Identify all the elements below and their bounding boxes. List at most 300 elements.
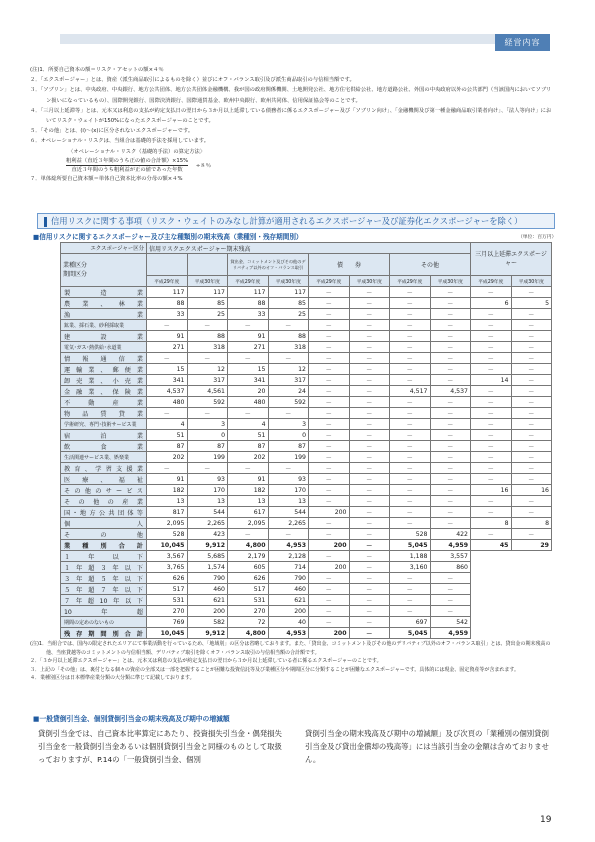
table-cell: － (390, 474, 431, 485)
table-cell: 91 (228, 331, 269, 342)
table-cell: － (309, 342, 350, 353)
table-cell: 12 (187, 364, 228, 375)
table-row (61, 320, 552, 331)
row-label: ３年超５年以下 (61, 573, 147, 584)
table-row (61, 419, 552, 430)
table-cell: － (309, 551, 350, 562)
table-cell: － (349, 353, 390, 364)
table-row (61, 331, 552, 342)
table-cell: － (349, 364, 390, 375)
row-label: １年超３年以下 (61, 562, 147, 573)
table-cell: － (471, 309, 512, 320)
table-row (61, 287, 552, 298)
table-cell: － (471, 287, 512, 298)
table-cell: － (349, 408, 390, 419)
table-row (61, 628, 552, 639)
year-header: 平成29年度 (390, 276, 431, 287)
row-label: 農業、林業 (61, 298, 147, 309)
table-cell: 15 (228, 364, 269, 375)
table-row (61, 540, 552, 551)
table-cell: － (430, 485, 471, 496)
table-cell: 72 (228, 617, 269, 628)
table-cell: － (390, 375, 431, 386)
table-cell: 15 (147, 364, 188, 375)
table-cell: － (511, 320, 552, 331)
table-cell: － (390, 463, 431, 474)
table-cell: 40 (268, 617, 309, 628)
row-label: 残存期間別合計 (61, 628, 147, 639)
table-cell: － (228, 353, 269, 364)
table-cell: － (471, 419, 512, 430)
formula (30, 157, 555, 174)
note-item: ４．業種別区分は日本標準産業分類の大分類に準じて記載しております。 (30, 675, 195, 682)
table-cell: － (390, 518, 431, 529)
table-cell: － (268, 463, 309, 474)
header-credit: 信用リスクエクスポージャー期末残高 (147, 243, 471, 254)
table-cell: － (349, 463, 390, 474)
table-cell: 2,095 (228, 518, 269, 529)
table-cell: 528 (390, 529, 431, 540)
table-cell: 13 (187, 496, 228, 507)
table-cell: － (430, 342, 471, 353)
table-cell: 621 (187, 595, 228, 606)
table-cell: － (349, 397, 390, 408)
table-cell: 13 (268, 496, 309, 507)
table-cell: － (349, 562, 390, 573)
table-cell: － (390, 496, 431, 507)
row-label: 国･地方公共団体等 (61, 507, 147, 518)
table-cell: 93 (268, 474, 309, 485)
header-other: その他 (390, 254, 471, 276)
table-cell: － (349, 287, 390, 298)
table-cell: － (471, 463, 512, 474)
table-cell: － (471, 474, 512, 485)
table-cell: － (349, 540, 390, 551)
table-cell: 16 (511, 485, 552, 496)
year-header: 平成30年度 (430, 276, 471, 287)
table-cell: － (268, 320, 309, 331)
table-cell: － (349, 606, 390, 617)
table-cell: 8 (471, 518, 512, 529)
table-cell: － (390, 507, 431, 518)
header-loan: 貸出金、コミットメント及びその他のデリバティブ以外のオフ・バランス取引 (228, 254, 309, 276)
row-label: 飲食業 (61, 441, 147, 452)
table-cell: 91 (147, 474, 188, 485)
row-label: 個人 (61, 518, 147, 529)
table-cell: 3,160 (390, 562, 431, 573)
table-cell: － (471, 408, 512, 419)
table-cell: 2,095 (147, 518, 188, 529)
table-cell: 25 (268, 309, 309, 320)
table-cell: － (309, 463, 350, 474)
table-cell: － (471, 364, 512, 375)
table-cell: － (147, 320, 188, 331)
table-cell: 8 (511, 518, 552, 529)
table-cell: 4,537 (430, 386, 471, 397)
table-cell: － (349, 496, 390, 507)
table-cell: － (390, 485, 431, 496)
table-row (61, 408, 552, 419)
table-row (61, 386, 552, 397)
table-cell: － (309, 309, 350, 320)
formula-tail: ÷８％ (195, 162, 211, 169)
table-cell: － (511, 507, 552, 518)
table-cell: － (349, 628, 390, 639)
table-cell: － (430, 397, 471, 408)
table-cell: － (471, 342, 512, 353)
table-cell: 3,765 (147, 562, 188, 573)
table-cell: － (268, 353, 309, 364)
row-label: 情報通信業 (61, 353, 147, 364)
table-cell: 480 (228, 397, 269, 408)
note-item: ２．「エクスポージャー」とは、資産（派生商品取引によるものを除く）並びにオフ・バランス取引及び派生商品取引の与信相当額です。 (30, 77, 355, 84)
table-cell: － (430, 518, 471, 529)
table-cell: 20 (228, 386, 269, 397)
table-cell: 33 (228, 309, 269, 320)
table-cell: 5 (511, 298, 552, 309)
table-cell: 117 (147, 287, 188, 298)
table-cell: 87 (147, 441, 188, 452)
row-label: 物品賃貸業 (61, 408, 147, 419)
table-cell: － (390, 452, 431, 463)
table-cell: 199 (268, 452, 309, 463)
table-cell: － (430, 419, 471, 430)
table-cell: 200 (268, 606, 309, 617)
table-cell: － (390, 408, 431, 419)
table-cell: 5,045 (390, 540, 431, 551)
table-cell: － (511, 474, 552, 485)
table-cell: 4 (147, 419, 188, 430)
table-cell: － (511, 441, 552, 452)
table-cell: 29 (511, 540, 552, 551)
table-cell: 14 (471, 375, 512, 386)
header-gyoshu-kikan (61, 254, 147, 287)
table-cell: － (430, 595, 471, 606)
table-cell: － (349, 386, 390, 397)
row-label: 金融業、保険業 (61, 386, 147, 397)
row-label: 不動産業 (61, 397, 147, 408)
block2-title: ■一般貸倒引当金、個別貸倒引当金の期末残高及び期中の増減額 (33, 715, 230, 723)
table-row (61, 397, 552, 408)
table-cell: 170 (187, 485, 228, 496)
table-cell: － (511, 430, 552, 441)
table-cell: 3,557 (430, 551, 471, 562)
row-label: 建設業 (61, 331, 147, 342)
table-cell: 91 (228, 474, 269, 485)
table-cell: 460 (187, 584, 228, 595)
table-cell: － (390, 364, 431, 375)
table-cell: － (228, 463, 269, 474)
table-cell: 202 (147, 452, 188, 463)
table-cell: 5,685 (187, 551, 228, 562)
table-row (61, 595, 552, 606)
table-cell: － (309, 606, 350, 617)
row-label: ５年超７年以下 (61, 584, 147, 595)
table-cell: － (147, 408, 188, 419)
table-cell: 626 (147, 573, 188, 584)
table-cell: 200 (187, 606, 228, 617)
table-cell: － (187, 408, 228, 419)
table-cell: － (309, 331, 350, 342)
table-cell: 790 (187, 573, 228, 584)
table-cell: 45 (471, 540, 512, 551)
note-item: ３．「ソブリン」とは、中央政府、中央銀行、地方公共団体、地方公共団体金融機構、我が国の政府関係機関、土地開発公社、地方住宅供給公社、地方道路公社、外国の中央政府以外の公共部門（当該国内においてソブリン扱いになっているもの）、国際開発銀行、国際決済銀行、国際通貨基金、欧州中央銀行、欧州共同体、信用保証協会等のことです。 (30, 87, 552, 104)
table-cell: 4,959 (430, 540, 471, 551)
table-cell: 542 (430, 617, 471, 628)
table-cell: 626 (228, 573, 269, 584)
table-cell: － (309, 419, 350, 430)
table-cell: － (349, 584, 390, 595)
table-cell: 24 (268, 386, 309, 397)
table-cell: 51 (228, 430, 269, 441)
row-label: 卸売業、小売業 (61, 375, 147, 386)
table-cell: 271 (228, 342, 269, 353)
table-cell: 790 (268, 573, 309, 584)
row-label: その他のサービス (61, 485, 147, 496)
table-cell: 88 (147, 298, 188, 309)
table-cell: － (268, 529, 309, 540)
table-cell: － (511, 452, 552, 463)
year-header: 平成29年度 (471, 276, 512, 287)
table-cell: 200 (309, 562, 350, 573)
table-cell: － (309, 353, 350, 364)
row-label: 製造業 (61, 287, 147, 298)
table-cell: － (471, 320, 512, 331)
table-cell: 544 (268, 507, 309, 518)
row-label: 鉱業、採石業、砂利採取業 (61, 320, 147, 331)
table-row (61, 364, 552, 375)
table-cell: 12 (268, 364, 309, 375)
table-cell: 423 (187, 529, 228, 540)
year-header: 平成30年度 (349, 276, 390, 287)
table-cell: － (309, 375, 350, 386)
table-cell: 6 (471, 298, 512, 309)
unit-label: （単位：百万円） (518, 235, 557, 240)
table-row (61, 430, 552, 441)
table-cell: － (511, 463, 552, 474)
note-item: ６．オペレーショナル・リスクは、当組合は基礎的手法を採用しています。 (30, 138, 210, 145)
table-cell: － (390, 606, 431, 617)
table-cell: 1,188 (390, 551, 431, 562)
table-cell: － (511, 496, 552, 507)
table-cell: － (309, 386, 350, 397)
table-cell: 2,128 (268, 551, 309, 562)
table-cell: 318 (268, 342, 309, 353)
table-row (61, 617, 552, 628)
table-cell: 460 (268, 584, 309, 595)
table-cell: 4,959 (430, 628, 471, 639)
table-cell: 182 (228, 485, 269, 496)
table-cell: 91 (147, 331, 188, 342)
table-cell: － (430, 353, 471, 364)
table-row (61, 309, 552, 320)
table-cell: － (430, 573, 471, 584)
row-label: 教育、学習支援業 (61, 463, 147, 474)
table-cell: － (430, 309, 471, 320)
table-cell: － (430, 584, 471, 595)
table-cell: 13 (147, 496, 188, 507)
table-row (61, 474, 552, 485)
table-cell: － (511, 375, 552, 386)
table-cell: － (349, 485, 390, 496)
year-header: 平成30年度 (187, 276, 228, 287)
year-header: 平成29年度 (147, 276, 188, 287)
table-cell: 88 (187, 331, 228, 342)
table-cell: 51 (147, 430, 188, 441)
table-cell: － (187, 353, 228, 364)
table-cell: － (430, 364, 471, 375)
table-cell: 3 (268, 419, 309, 430)
table-cell: 4,800 (228, 628, 269, 639)
table-cell: － (349, 331, 390, 342)
table-cell: － (471, 353, 512, 364)
table-cell: － (511, 342, 552, 353)
table-cell: 0 (187, 430, 228, 441)
table-cell: － (147, 353, 188, 364)
table-cell: 200 (309, 507, 350, 518)
table-cell: 621 (268, 595, 309, 606)
table-cell: 117 (268, 287, 309, 298)
table-cell: 517 (228, 584, 269, 595)
table-cell: 3,567 (147, 551, 188, 562)
table-cell: 617 (228, 507, 269, 518)
table-cell: 200 (309, 540, 350, 551)
table-cell: － (349, 573, 390, 584)
row-label: 医療、福祉 (61, 474, 147, 485)
table-cell: － (309, 287, 350, 298)
table-cell: 2,179 (228, 551, 269, 562)
table-cell: 117 (228, 287, 269, 298)
table-cell: － (349, 375, 390, 386)
table-cell: 182 (147, 485, 188, 496)
table-cell: － (390, 298, 431, 309)
row-label: 生活関連サービス業、娯楽業 (61, 452, 147, 463)
table-cell: 88 (268, 331, 309, 342)
table-cell: － (309, 518, 350, 529)
table-cell: － (430, 408, 471, 419)
table-cell: 317 (187, 375, 228, 386)
table-cell: 271 (147, 342, 188, 353)
table-cell: － (471, 507, 512, 518)
table-row (61, 573, 552, 584)
table-cell: － (390, 287, 431, 298)
row-label: その他の産業 (61, 496, 147, 507)
table-cell: 199 (187, 452, 228, 463)
table-cell: 769 (147, 617, 188, 628)
table-cell: 341 (147, 375, 188, 386)
table-cell: 592 (268, 397, 309, 408)
table-cell: 341 (228, 375, 269, 386)
table-cell: － (430, 331, 471, 342)
note-item: (注)1．当組合では、国内の限定されたエリアにて事業活動を行っているため、「地域別」の区分は省略しております。また、「貸出金、コミットメント及びその他のデリバティブ以外のオフ・バランス取引」とは、貸出金の期末残高の他、当座貸越等のコミットメントの与信相当額、デリバティブ取引を除くオフ・バランス取引の与信相当額の合計額です。 (30, 641, 551, 656)
table-cell: － (309, 573, 350, 584)
table-cell: － (390, 353, 431, 364)
formula-denominator: 直近３年間のうち粗利益が正の値であった年数 (71, 166, 183, 173)
table-cell: 817 (147, 507, 188, 518)
table-cell: 1,574 (187, 562, 228, 573)
table-cell: 202 (228, 452, 269, 463)
table-cell: 9,912 (187, 540, 228, 551)
table-row (61, 529, 552, 540)
table-cell: 4,537 (147, 386, 188, 397)
table-cell: － (430, 298, 471, 309)
table-cell: 531 (147, 595, 188, 606)
header-bond: 債 券 (309, 254, 390, 276)
table-cell: － (309, 441, 350, 452)
table-cell: － (268, 408, 309, 419)
exposure-table (60, 242, 552, 639)
table-cell: － (471, 386, 512, 397)
table-row (61, 496, 552, 507)
table-cell: － (471, 331, 512, 342)
table-cell: － (309, 584, 350, 595)
table-cell: 317 (268, 375, 309, 386)
table-cell: － (349, 441, 390, 452)
table-cell: 200 (309, 628, 350, 639)
table-row (61, 562, 552, 573)
table-cell: － (309, 452, 350, 463)
header-kikan: 期間区分 (63, 271, 88, 278)
table-cell: 2,265 (268, 518, 309, 529)
block2-text-right: 貸倒引当金の期末残高及び期中の増減額」及び次頁の「業種別の個別貸倒引当金及び貸出金償却の残高等」には当該引当金の金額は含めておりません。 (305, 729, 549, 764)
table-cell: 9,912 (187, 628, 228, 639)
page-number: 19 (540, 815, 552, 825)
table-cell: － (349, 342, 390, 353)
table-cell: 270 (228, 606, 269, 617)
table-cell: 10,045 (147, 628, 188, 639)
table-cell: － (390, 584, 431, 595)
row-label: 電気･ガス･熱供給･水道業 (61, 342, 147, 353)
formula-heading: 〈オペレーショナル・リスク（基礎的手法）の算定方法〉 (68, 148, 206, 155)
table-cell: － (309, 485, 350, 496)
table-cell: 10,045 (147, 540, 188, 551)
table-cell: － (349, 298, 390, 309)
table-row (61, 298, 552, 309)
table-cell: 544 (187, 507, 228, 518)
table-cell: － (430, 320, 471, 331)
table-cell: 4,800 (228, 540, 269, 551)
table-cell: 87 (187, 441, 228, 452)
row-label: 運輸業、郵便業 (61, 364, 147, 375)
table-cell: － (430, 606, 471, 617)
table-row (61, 463, 552, 474)
table-cell: － (228, 529, 269, 540)
table-row (61, 342, 552, 353)
table-cell: － (430, 496, 471, 507)
notes-bottom (30, 640, 555, 683)
table-cell: － (349, 529, 390, 540)
section-title: 信用リスクに関する事項（リスク・ウェイトのみなし計算が適用されるエクスポージャー及び証券化エクスポージャーを除く） (51, 216, 523, 226)
table-cell: 422 (430, 529, 471, 540)
table-cell: － (390, 342, 431, 353)
table-cell: 85 (268, 298, 309, 309)
section-tag: 経営内容 (495, 34, 550, 51)
table-title: ■信用リスクに関するエクスポージャー及び主な種類別の期末残高（業種別・残存期間別） (33, 233, 303, 241)
table-cell: 860 (430, 562, 471, 573)
table-row (61, 606, 552, 617)
table-cell: － (309, 298, 350, 309)
table-cell: － (511, 353, 552, 364)
table-cell: 270 (147, 606, 188, 617)
table-cell: － (349, 320, 390, 331)
table-cell: － (430, 463, 471, 474)
table-cell: － (430, 441, 471, 452)
header-overdue: 三月以上延滞エクスポージャー (471, 243, 552, 276)
table-cell: － (511, 309, 552, 320)
table-cell: － (309, 474, 350, 485)
table-cell: 318 (187, 342, 228, 353)
table-cell: － (309, 364, 350, 375)
